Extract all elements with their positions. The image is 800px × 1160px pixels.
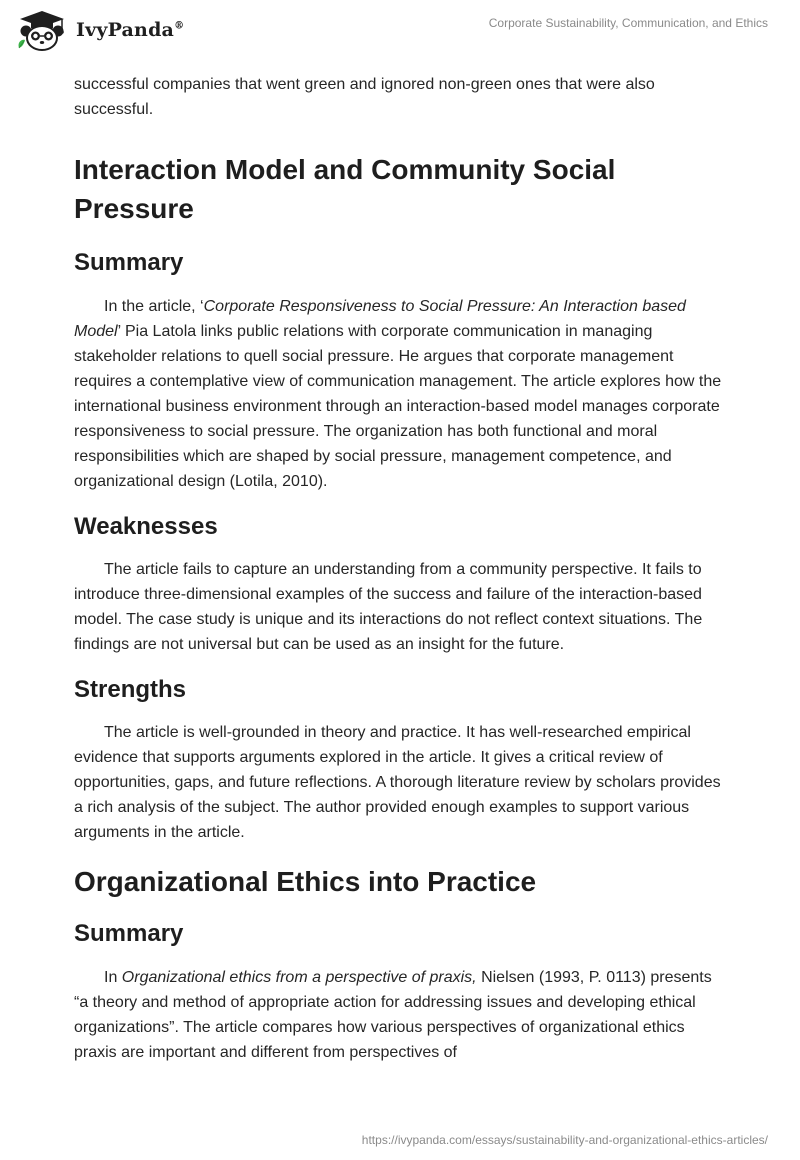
panda-graduate-icon xyxy=(14,9,70,51)
section2-summary-paragraph: In Organizational ethics from a perspective of praxis, Nielsen (1993, P. 0113) presents “a theory and method of appropriate action for addressing issues and developing ethical organizations”. The article compares how various perspectives of organizational ethics praxis are important and different from perspectives of xyxy=(74,969,712,1061)
source-url[interactable]: https://ivypanda.com/essays/sustainability-and-organizational-ethics-articles/ xyxy=(361,1133,768,1147)
registered-mark: ® xyxy=(174,20,185,32)
section1-summary-heading: Summary xyxy=(74,249,184,276)
section2-title: Organizational Ethics into Practice xyxy=(74,866,537,897)
weaknesses-heading: Weaknesses xyxy=(74,513,218,540)
section1-summary-paragraph: In the article, ‘Corporate Responsiveness to Social Pressure: An Interaction based Model’ Pia Latola links public relations with corporate communication in managing stakeholder relations to quell social pressure. He argues that corporate management requires a contemplative view of communication management. The article explores how the international business environment through an interaction-based model manages corporate responsiveness to social pressure. The organization has both functional and moral responsibilities which are shaped by social pressure, management competence, and organizational design (Lotila, 2010). xyxy=(74,298,722,490)
article-body xyxy=(74,72,726,1065)
section2-summary-heading: Summary xyxy=(74,920,184,947)
brand-logo[interactable] xyxy=(14,9,184,51)
section1-title: Interaction Model and Community Social Pressure xyxy=(74,154,616,224)
document-title: Corporate Sustainability, Communication, and Ethics xyxy=(488,16,768,30)
intro-paragraph: successful companies that went green and ignored non-green ones that were also successful. xyxy=(74,76,655,118)
brand-name: IvyPanda® xyxy=(76,19,185,41)
strengths-heading: Strengths xyxy=(74,676,187,703)
weaknesses-paragraph: The article fails to capture an understanding from a community perspective. It fails to introduce three-dimensional examples of the success and failure of the interaction-based model. The case study is unique and its interactions do not reflect context situations. The findings are not universal but can be used as an insight for the future. xyxy=(74,561,703,653)
strengths-paragraph: The article is well-grounded in theory and practice. It has well-researched empirical evidence that supports arguments explored in the article. It gives a critical review of opportunities, gaps, and future reflections. A thorough literature review by scholars provides a rich analysis of the subject. The author provided enough examples to support various arguments in the article. xyxy=(74,724,721,841)
page-header xyxy=(0,0,800,62)
